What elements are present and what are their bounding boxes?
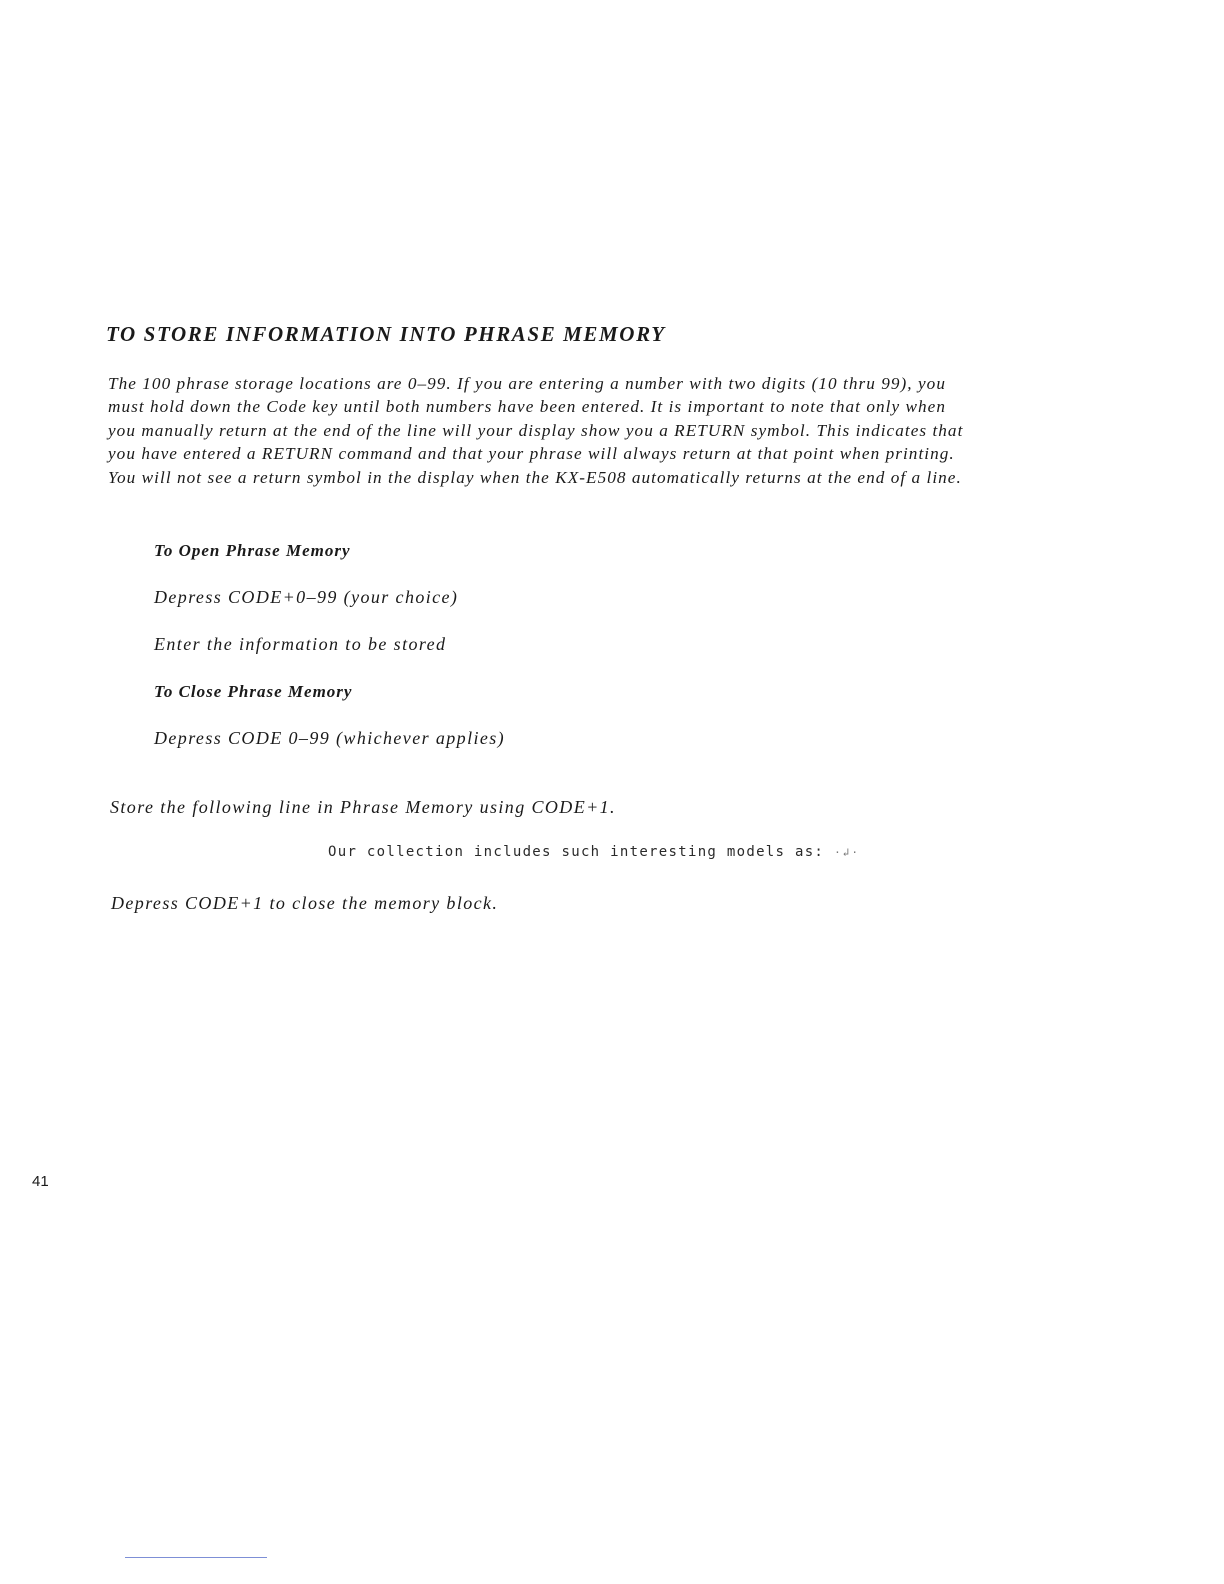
close-step-depress: Depress CODE 0–99 (whichever applies) bbox=[154, 728, 506, 748]
sample-text-line bbox=[328, 844, 860, 860]
open-phrase-memory-subheading: To Open Phrase Memory bbox=[154, 541, 351, 560]
open-step-enter: Enter the information to be stored bbox=[154, 634, 447, 654]
intro-line: The 100 phrase storage locations are 0–99. If you are entering a number with two digits (10 thru 99), you bbox=[108, 374, 946, 393]
intro-line: you have entered a RETURN command and that your phrase will always return at that point when printing. bbox=[108, 444, 955, 464]
page-number: 41 bbox=[32, 1173, 49, 1190]
return-symbol-marker: ·↲· bbox=[834, 846, 861, 859]
store-instruction: Store the following line in Phrase Memory using CODE+1. bbox=[110, 797, 616, 817]
sample-text: Our collection includes such interesting models as: bbox=[328, 844, 825, 860]
intro-line: must hold down the Code key until both numbers have been entered. It is important to note that only when bbox=[108, 397, 946, 417]
footnote-rule bbox=[125, 1557, 267, 1558]
intro-line: You will not see a return symbol in the display when the KX-E508 automatically returns at the end of a line. bbox=[108, 467, 962, 487]
section-heading: TO STORE INFORMATION INTO PHRASE MEMORY bbox=[106, 322, 666, 346]
close-instruction: Depress CODE+1 to close the memory block. bbox=[111, 893, 499, 913]
open-step-depress: Depress CODE+0–99 (your choice) bbox=[154, 587, 459, 607]
close-phrase-memory-subheading: To Close Phrase Memory bbox=[154, 682, 353, 701]
intro-paragraph bbox=[108, 372, 1103, 489]
intro-line: you manually return at the end of the line will your display show you a RETURN symbol. This indicates that bbox=[108, 420, 964, 440]
